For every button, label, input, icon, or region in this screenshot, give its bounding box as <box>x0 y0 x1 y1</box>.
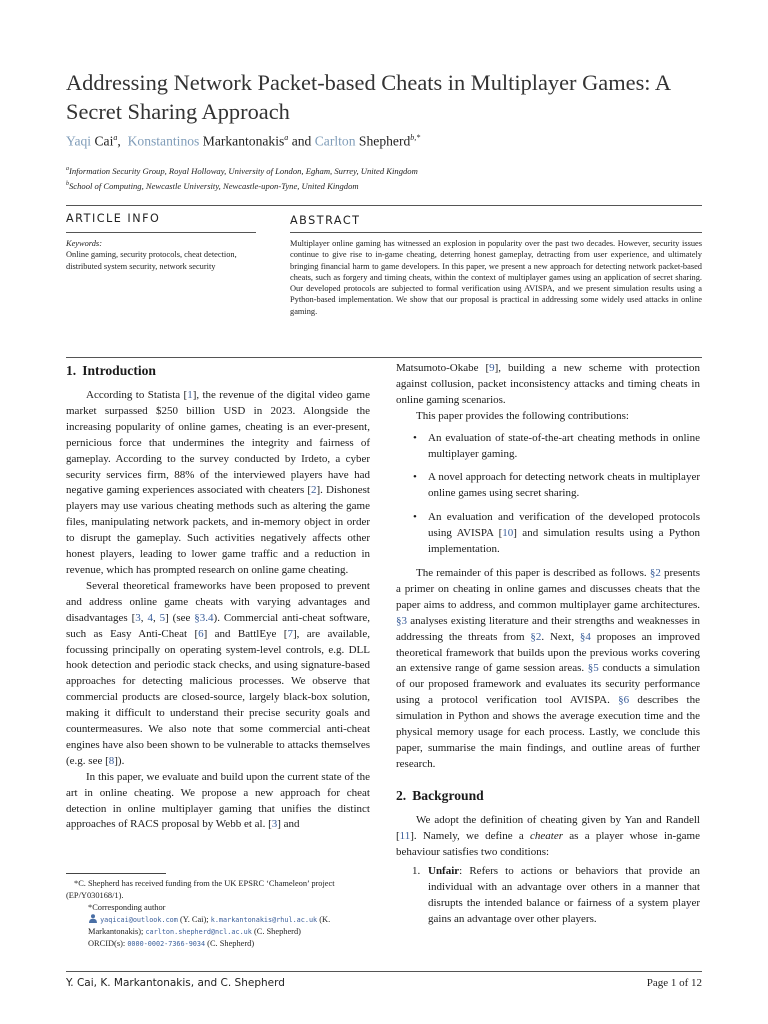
author-mark: b,* <box>410 133 421 142</box>
emphasis-text: cheater <box>530 829 564 842</box>
text-run: The remainder of this paper is described as follows. <box>416 566 650 579</box>
author-separator: , <box>117 133 121 149</box>
text-run: ]. Dishonest players may use various cheating methods such as altering the game files, manipulating network packets, and in-memory object in order to disrupt the gameplay. Such activities negatively affects other honest players, leading to lower game traffic and a reduction in revenue, which has prompted research on online game cheating. <box>66 484 370 576</box>
author-mark: a <box>113 133 118 142</box>
text-run: ], building a new scheme with protection against collusion, packet inconsistency attacks and timing cheats in online gaming scenarios. <box>396 362 700 406</box>
keywords-text: Online gaming, security protocols, cheat detection, distributed system security, network security <box>66 250 237 271</box>
orcid-label: ORCID(s): <box>88 939 128 948</box>
text-run: describes the simulation in Python and shows the average execution time and the physical memory usage for each process. Lastly, we conclude this paper, summarise the main findings, and outline areas of further research. <box>396 694 700 770</box>
text-run: ). Commercial anti-cheat software, such as Easy Anti-Cheat [ <box>66 611 371 640</box>
text-run: In this paper, we evaluate and build upon the current state of the art in online cheating. We propose a new approach for cheat detection in online multiplayer gaming that unifies the distinct approaches of RACS proposal by Webb et al. [ <box>66 770 370 831</box>
text-run: Several theoretical frameworks have been proposed to prevent and address online game cheats with varying advantages and disadvantages [ <box>66 579 370 624</box>
footnote-divider <box>66 873 166 874</box>
left-column <box>66 362 370 833</box>
citation-link[interactable]: §3 <box>396 614 407 627</box>
citation-link[interactable]: §2 <box>649 566 661 579</box>
text-run: An evaluation and verification of the developed protocols using AVISPA [ <box>428 511 700 540</box>
orcid-link[interactable]: 0000-0002-7366-9034 <box>127 940 206 948</box>
text-run: ], the revenue of the digital video game market surpassed $250 billion USD in 2023. Alongside the increasing popularity of online games, cheating is an ever-present, pernicious force that undermines the integrity and fairness of gameplay. According to the survey conducted by Irdeto, a cyber security services firm, 88% of the interviewed players have had negative gaming experiences associated with cheaters [ <box>66 389 370 497</box>
email-link[interactable]: yaqicai@outlook.com <box>100 916 178 924</box>
paragraph <box>396 361 700 409</box>
paper-title: Addressing Network Packet-based Cheats in Multiplayer Games: A Secret Sharing Approach <box>66 70 670 124</box>
email-link[interactable]: k.markantonakis@rhul.ac.uk <box>210 916 318 924</box>
author-family-name: Shepherd <box>358 133 411 149</box>
affiliation-mark: b <box>66 181 69 188</box>
text-run: ]). <box>114 754 125 767</box>
affiliation <box>66 163 418 178</box>
paragraph <box>396 566 700 773</box>
orcid-owner: (C. Shepherd) <box>205 939 255 948</box>
contribution-list <box>396 431 700 558</box>
citation-link[interactable]: §6 <box>618 694 630 707</box>
corresponding-author-note: *Corresponding author <box>88 903 166 912</box>
citation-link[interactable]: 10 <box>502 527 514 540</box>
running-footer-authors: Y. Cai, K. Markantonakis, and C. Shepherd <box>66 977 285 989</box>
text-run: , <box>140 611 148 624</box>
condition-label: Unfair <box>428 865 460 878</box>
email-footnote <box>66 914 370 938</box>
text-run: According to Statista [ <box>86 389 188 401</box>
citation-link[interactable]: 5 <box>159 611 166 624</box>
list-number: 1. <box>412 865 421 878</box>
citation-link[interactable]: 11 <box>399 829 411 842</box>
condition-list <box>396 864 700 928</box>
author-given-name[interactable]: Carlton <box>314 133 356 149</box>
text-run: ]. Namely, we define a <box>410 829 531 842</box>
funding-footnote: *C. Shepherd has received funding from the UK EPSRC ‘Chameleon’ project (EP/Y030168/1). <box>66 879 335 900</box>
citation-link[interactable]: §3.4 <box>194 611 214 624</box>
abstract-divider <box>290 232 702 233</box>
section-number: 2. <box>396 787 407 803</box>
text-run: ] and BattlEye [ <box>203 627 288 640</box>
list-item <box>396 864 700 928</box>
citation-link[interactable]: §2 <box>530 630 542 643</box>
text-run: as a player whose in-game behaviour satisfies two conditions: <box>396 829 700 858</box>
right-column <box>396 361 700 928</box>
affiliation-mark: a <box>66 166 69 172</box>
author-list <box>66 133 420 150</box>
affiliation <box>66 178 418 193</box>
email-owner: (C. Shepherd) <box>251 927 301 936</box>
footnotes <box>66 878 370 950</box>
text-run: An evaluation of state-of-the-art cheating methods in online multiplayer gaming. <box>428 431 700 460</box>
citation-link[interactable]: 8 <box>108 754 115 767</box>
contributions-intro: This paper provides the following contributions: <box>416 409 629 422</box>
affiliation-text: School of Computing, Newcastle University, Newcastle-upon-Tyne, United Kingdom <box>69 181 359 192</box>
text-run: ] and <box>277 818 300 831</box>
affiliation-list <box>66 163 418 194</box>
text-run: . Next, <box>541 630 580 643</box>
author-given-name[interactable]: Yaqi <box>66 133 92 149</box>
text-run: Matsumoto-Okabe [ <box>396 362 490 374</box>
citation-link[interactable]: 2 <box>311 484 317 497</box>
text-run: , <box>152 611 160 624</box>
section-title: Background <box>412 787 484 803</box>
section-heading-background <box>396 787 700 805</box>
author-given-name[interactable]: Konstantinos <box>127 133 200 149</box>
paragraph <box>396 813 700 861</box>
abstract-heading: ABSTRACT <box>290 214 361 227</box>
text-run: conducts a simulation of our proposed framework and evaluates its security performance using a protocol verification tool AVISPA. <box>396 662 700 707</box>
citation-link[interactable]: 6 <box>198 627 204 640</box>
paragraph <box>66 579 370 770</box>
list-item <box>396 510 700 558</box>
text-run: proposes an improved theoretical framework that builds upon the previous works covering an extensive range of game session areas. <box>396 630 700 675</box>
citation-link[interactable]: 3 <box>135 611 141 624</box>
author-separator: and <box>291 133 312 149</box>
email-owner: (K. Markantonakis); <box>88 915 331 936</box>
article-info-heading: ARTICLE INFO <box>66 212 161 225</box>
citation-link[interactable]: §5 <box>587 662 599 675</box>
footer-divider <box>66 971 702 972</box>
citation-link[interactable]: 9 <box>489 362 495 374</box>
article-info-divider <box>66 232 256 233</box>
text-run: analyses existing literature and their strengths and weaknesses in addressing the threats from <box>396 614 700 643</box>
keywords-label: Keywords: <box>66 239 102 248</box>
keywords-block <box>66 238 256 272</box>
paragraph <box>66 770 370 834</box>
header-divider <box>66 205 702 206</box>
list-item <box>396 431 700 463</box>
paragraph <box>66 388 370 579</box>
text-run: ] (see <box>165 611 195 624</box>
citation-link[interactable]: 4 <box>147 611 153 624</box>
text-run: ] and simulation results using a Python implementation. <box>428 527 700 556</box>
condition-text: : Refers to actions or behaviors that provide an individual with an advantage over others in a manner that disrupts the intended balance or fairness of a system player gains an advantage over other players. <box>428 865 700 926</box>
text-run: presents a primer on cheating in online games and discusses cheats that the paper aims to address, and common multiplayer game architectures. <box>396 566 700 611</box>
email-link[interactable]: carlton.shepherd@ncl.ac.uk <box>145 928 252 936</box>
citation-link[interactable]: 7 <box>287 627 293 640</box>
text-run: We adopt the definition of cheating given by Yan and Randell [ <box>396 813 700 842</box>
citation-link[interactable]: 3 <box>271 818 278 831</box>
abstract-text: Multiplayer online gaming has witnessed an explosion in popularity over the past two decades. However, security issues continue to give rise to in-game cheating, deterring honest gameplay, detracting from user experience, and ultimately bringing financial harm to game developers. In this paper, we present a new approach for detecting network packet-based cheats, such as forgery and timing cheats, within the context of multiplayer games using an application of secret sharing. Our developed protocols are subjected to formal verification using AVISPA, and we present simulation results using a Python-based implementation. We show that our proposal is practical in addressing some widely used attacks in online gaming. <box>290 239 702 316</box>
email-owner: (Y. Cai); <box>177 915 211 924</box>
envelope-person-icon <box>88 914 98 923</box>
text-run: ], are available, focussing principally on operating system-level controls, e.g. DLL hook detection and periodic stack checks, and using signature-based approaches for detecting malicious processes. We observe that commercial products are closed-source, largely black-box solution, making it difficult to understand their precise security goals and countermeasures. We also note that some commercial anti-cheat engines have also been shown to be vulnerable to attacks themselves (e.g. see [ <box>66 627 370 767</box>
orcid-footnote <box>66 938 370 950</box>
list-item <box>396 470 700 502</box>
section-heading-introduction <box>66 362 370 380</box>
affiliation-text: Information Security Group, Royal Holloway, University of London, Egham, Surrey, United Kingdom <box>69 165 418 176</box>
citation-link[interactable]: §4 <box>579 630 591 643</box>
author-family-name: Markantonakis <box>202 133 285 149</box>
author-mark: a <box>284 133 289 142</box>
author-family-name: Cai <box>94 133 114 149</box>
page-number: Page 1 of 12 <box>646 977 702 989</box>
text-run: A novel approach for detecting network cheats in multiplayer online games using secret sharing. <box>428 471 700 500</box>
section-title: Introduction <box>82 363 156 378</box>
section-number: 1. <box>66 363 77 378</box>
citation-link[interactable]: 1 <box>187 389 193 401</box>
abstract-bottom-divider <box>66 357 702 358</box>
